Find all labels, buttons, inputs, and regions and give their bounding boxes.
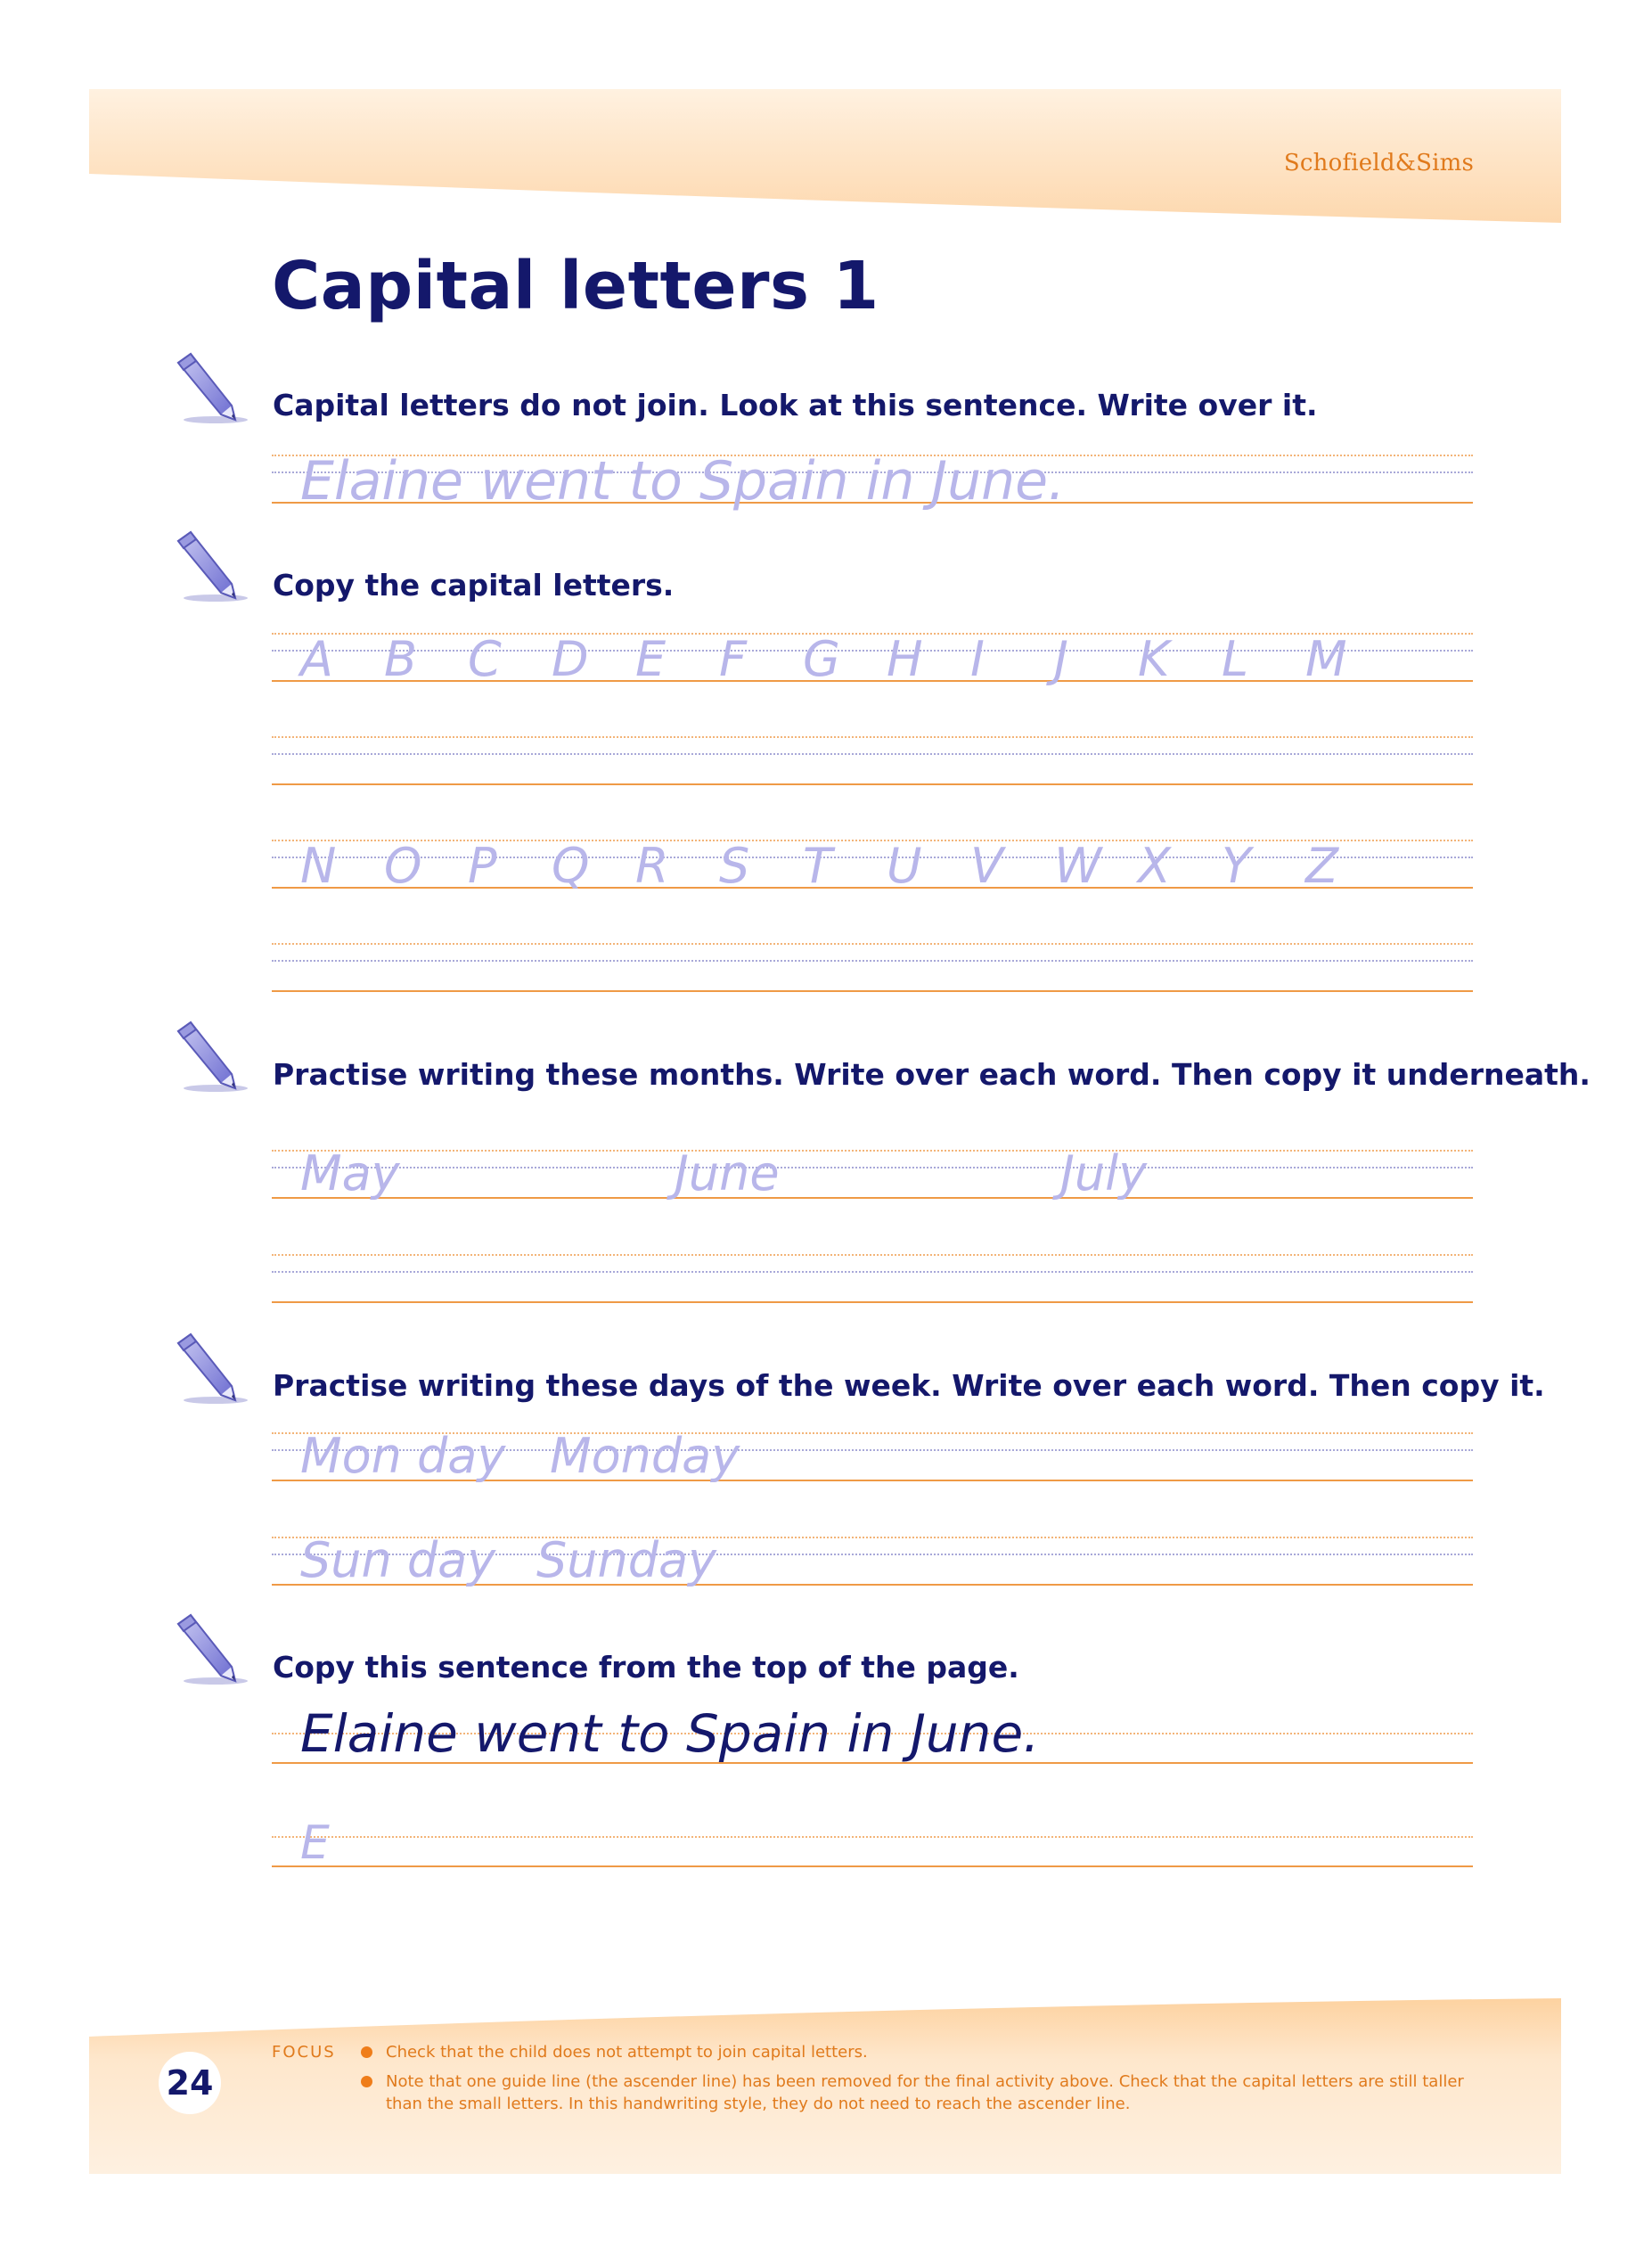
instruction-2: Copy the capital letters.: [273, 568, 675, 603]
pencil-icon: [171, 1331, 248, 1407]
day-sunday: Sunday: [536, 1532, 717, 1588]
model-sentence: Elaine went to Spain in June.: [300, 1703, 1040, 1764]
guide-lines-1: [272, 450, 1473, 512]
day-split-sunday: Sun day: [300, 1532, 496, 1588]
guide-lines-4b: [272, 1532, 1473, 1590]
trace-sentence: Elaine went to Spain in June.: [300, 450, 1066, 512]
guide-lines-3a: [272, 1145, 1473, 1203]
guide-lines-3b[interactable]: [272, 1254, 1473, 1308]
guide-lines-5b[interactable]: [272, 1816, 1473, 1890]
pencil-icon: [171, 1019, 248, 1095]
start-letter-e: E: [300, 1816, 330, 1870]
pencil-icon: [171, 529, 248, 605]
pencil-icon: [171, 1611, 248, 1688]
guide-lines-2b[interactable]: [272, 736, 1473, 790]
pencil-icon: [171, 350, 248, 427]
instruction-5: Copy this sentence from the top of the page.: [273, 1650, 1019, 1685]
page-number: 24: [159, 2052, 221, 2114]
focus-note: Check that the child does not attempt to join capital letters.: [361, 2041, 1484, 2063]
guide-lines-5a: [272, 1703, 1473, 1786]
month-june: June: [675, 1145, 780, 1201]
capital-letters-row-1: A B C D E F G H I J K L M: [300, 631, 1347, 687]
day-monday: Monday: [550, 1428, 740, 1484]
bullet-icon: [361, 2076, 372, 2087]
month-july: July: [1060, 1145, 1148, 1201]
publisher-logo: Schofield&Sims: [1283, 150, 1474, 176]
capital-letters-row-2: N O P Q R S T U V W X Y Z: [300, 838, 1338, 894]
guide-lines-2c: [272, 840, 1473, 893]
instruction-1: Capital letters do not join. Look at this sentence. Write over it.: [273, 388, 1318, 422]
day-split-monday: Mon day: [300, 1428, 506, 1484]
guide-lines-2d[interactable]: [272, 943, 1473, 996]
month-may: May: [300, 1145, 400, 1201]
guide-lines-4a: [272, 1428, 1473, 1486]
focus-notes: [361, 2041, 1484, 2122]
bullet-icon: [361, 2046, 372, 2058]
focus-label: FOCUS: [272, 2043, 336, 2062]
instruction-3: Practise writing these months. Write over each word. Then copy it underneath.: [273, 1057, 1591, 1092]
instruction-4: Practise writing these days of the week. Write over each word. Then copy it.: [273, 1368, 1545, 1403]
page-title: Capital letters 1: [272, 248, 879, 324]
guide-lines-2a: [272, 633, 1473, 686]
focus-note: Note that one guide line (the ascender line) has been removed for the final activity above. Check that the capital letters are still taller than the small letters. In this handwriting style, they do not need to reach the ascender line.: [361, 2070, 1484, 2115]
